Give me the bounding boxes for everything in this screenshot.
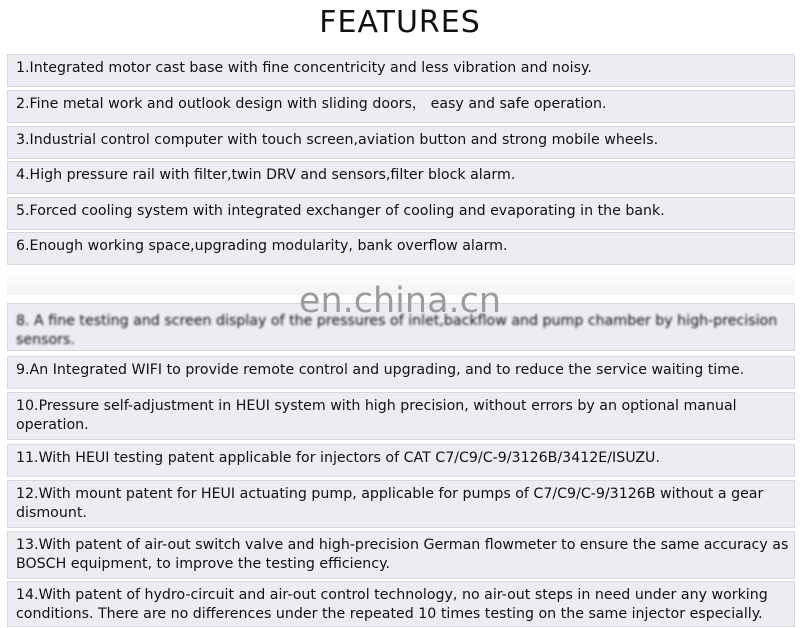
feature-item-6: 6.Enough working space,upgrading modularity, bank overflow alarm. [7, 232, 795, 265]
feature-item-1: 1.Integrated motor cast base with fine concentricity and less vibration and noisy. [7, 54, 795, 87]
feature-item-9: 9.An Integrated WIFI to provide remote control and upgrading, and to reduce the service waiting time. [7, 356, 795, 389]
feature-item-13: 13.With patent of air-out switch valve and high-precision German flowmeter to ensure the same accuracy as BOSCH equipment, to improve the testing efficiency. [7, 531, 795, 579]
feature-item-8 [7, 303, 795, 351]
feature-item-11: 11.With HEUI testing patent applicable for injectors of CAT C7/C9/C-9/3126B/3412E/ISUZU. [7, 444, 795, 477]
feature-item-3: 3.Industrial control computer with touch screen,aviation button and strong mobile wheels. [7, 126, 795, 159]
feature-item-5: 5.Forced cooling system with integrated exchanger of cooling and evaporating in the bank. [7, 197, 795, 230]
feature-item-10: 10.Pressure self-adjustment in HEUI system with high precision, without errors by an optional manual operation. [7, 392, 795, 440]
feature-item-8-text: 8. A fine testing and screen display of the pressures of inlet,backflow and pump chamber by high-precision sensors. [16, 313, 778, 348]
feature-item-2: 2.Fine metal work and outlook design with sliding doors， easy and safe operation. [7, 90, 795, 123]
watermark-band [7, 268, 795, 295]
page-title: FEATURES [319, 5, 481, 40]
feature-item-4: 4.High pressure rail with filter,twin DRV and sensors,filter block alarm. [7, 161, 795, 194]
feature-item-12: 12.With mount patent for HEUI actuating pump, applicable for pumps of C7/C9/C-9/3126B without a gear dismount. [7, 480, 795, 528]
feature-item-14: 14.With patent of hydro-circuit and air-out control technology, no air-out steps in need under any working conditions. There are no differences under the repeated 10 times testing on the same injector especially. [7, 581, 795, 627]
watermark-text: en.china.cn [298, 281, 502, 321]
